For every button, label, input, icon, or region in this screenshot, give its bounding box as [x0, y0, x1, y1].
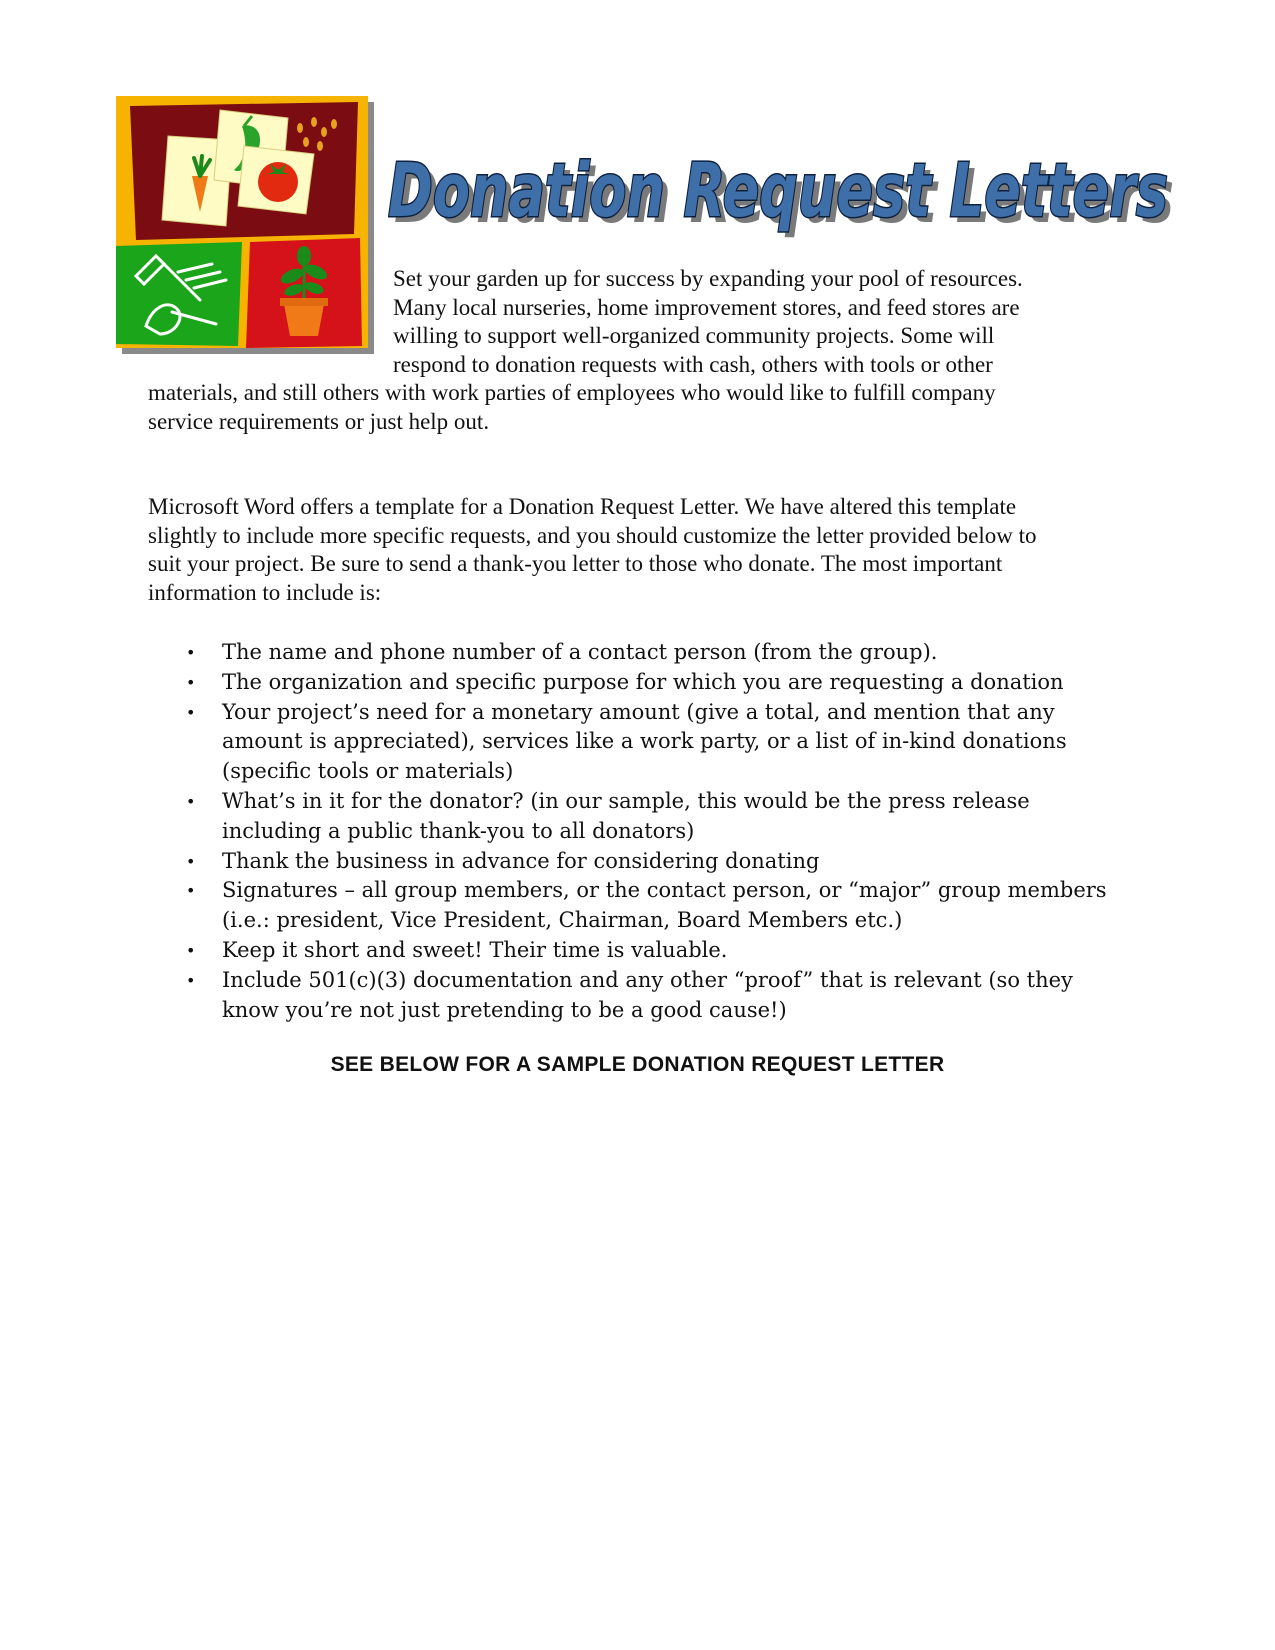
bullet-icon: •: [186, 970, 196, 990]
template-line: Microsoft Word offers a template for a Donation Request Letter. We have altered this template: [148, 494, 1017, 519]
list-item-text: Keep it short and sweet! Their time is valuable.: [222, 937, 728, 962]
list-item-text: (specific tools or materials): [222, 759, 514, 784]
list-item-text: (i.e.: president, Vice President, Chairman, Board Members etc.): [222, 908, 903, 933]
list-item: [148, 966, 1148, 1026]
intro-line: respond to donation requests with cash, others with tools or other: [393, 351, 993, 377]
bullet-icon: •: [186, 851, 196, 871]
bullet-icon: •: [186, 881, 196, 901]
list-item-text: Include 501(c)(3) documentation and any other “proof” that is relevant (so they: [222, 967, 1073, 992]
list-item: [148, 936, 1148, 966]
info-checklist: [148, 638, 1148, 1025]
list-item-text: What’s in it for the donator? (in our sample, this would be the press release: [222, 788, 1030, 813]
list-item: [148, 876, 1148, 936]
list-item-text: Thank the business in advance for considering donating: [222, 848, 820, 873]
bullet-icon: •: [186, 791, 196, 811]
page-title-text: Donation Request Letters: [388, 148, 1168, 234]
sample-letter-note: SEE BELOW FOR A SAMPLE DONATION REQUEST LETTER: [330, 1053, 945, 1076]
list-item: [148, 668, 1148, 698]
template-paragraph: [148, 493, 1148, 607]
list-item-text: Your project’s need for a monetary amount (give a total, and mention that any: [222, 699, 1055, 724]
intro-line: service requirements or just help out.: [148, 408, 490, 434]
bullet-icon: •: [186, 940, 196, 960]
list-item-text: know you’re not just pretending to be a good cause!): [222, 997, 787, 1022]
list-item-text: Signatures – all group members, or the contact person, or “major” group members: [222, 878, 1107, 903]
intro-line: Set your garden up for success by expanding your pool of resources.: [393, 266, 1023, 291]
list-item-text: The organization and specific purpose for which you are requesting a donation: [222, 669, 1064, 694]
list-item: [148, 698, 1148, 787]
list-item-text: amount is appreciated), services like a work party, or a list of in-kind donations: [222, 729, 1067, 754]
intro-paragraph-bottom: [148, 379, 1148, 436]
list-item-text: The name and phone number of a contact person (from the group).: [222, 640, 938, 664]
page-title: [388, 136, 1188, 256]
intro-line: willing to support well-organized community projects. Some will: [393, 323, 995, 348]
intro-line: materials, and still others with work parties of employees who would like to fulfill company: [148, 380, 996, 405]
bullet-icon: •: [186, 643, 196, 662]
bullet-icon: •: [186, 672, 196, 692]
page-title-shadow: Donation Request Letters: [394, 154, 1174, 240]
list-item: [148, 847, 1148, 877]
tomato-card-icon: [238, 146, 314, 214]
template-line: information to include is:: [148, 579, 382, 605]
intro-line: Many local nurseries, home improvement stores, and feed stores are: [393, 294, 1020, 320]
bullet-icon: •: [186, 702, 196, 722]
list-item-text: including a public thank-you to all donators): [222, 818, 695, 843]
list-item: [148, 787, 1148, 847]
garden-clipart: [116, 96, 374, 354]
template-line: suit your project. Be sure to send a thank-you letter to those who donate. The most important: [148, 551, 1003, 576]
intro-paragraph-top: [393, 265, 1153, 379]
template-line: slightly to include more specific requests, and you should customize the letter provided below to: [148, 522, 1037, 548]
list-item: [148, 638, 1148, 668]
